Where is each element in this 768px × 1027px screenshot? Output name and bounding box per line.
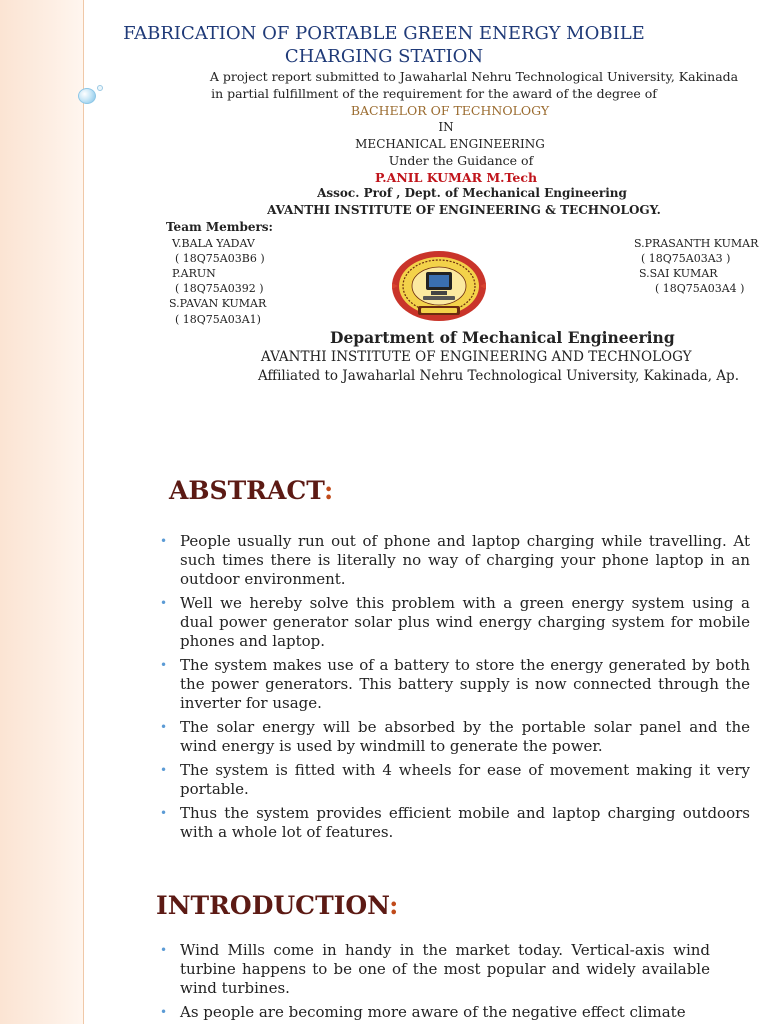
list-item xyxy=(160,656,750,713)
list-item xyxy=(160,941,710,998)
list-item xyxy=(160,804,750,842)
bullet-text: The solar energy will be absorbed by the portable solar panel and the wind energy is used by windmill to generate the power. xyxy=(180,718,750,755)
bullet-text: As people are becoming more aware of the negative effect climate xyxy=(180,1003,686,1021)
team-member-name: P.ARUN xyxy=(172,267,216,280)
abstract-heading-colon: : xyxy=(323,476,334,505)
abstract-heading-text: ABSTRACT xyxy=(169,476,324,505)
branch: MECHANICAL ENGINEERING xyxy=(355,137,545,151)
bullet-text: Well we hereby solve this problem with a green energy system using a dual power generator solar plus wind energy charging system for mobile phones and laptop. xyxy=(180,594,750,650)
degree-in: IN xyxy=(438,120,454,134)
introduction-heading-colon: : xyxy=(389,891,399,920)
degree: BACHELOR OF TECHNOLOGY xyxy=(350,103,550,118)
list-item xyxy=(160,761,750,799)
team-member-roll: ( 18Q75A03A1) xyxy=(175,313,261,326)
list-item xyxy=(160,718,750,756)
bullet-icon: • xyxy=(160,720,168,734)
team-member-roll: ( 18Q75A0392 ) xyxy=(175,282,264,295)
department-affiliation: Affiliated to Jawaharlal Nehru Technological University, Kakinada, Ap. xyxy=(258,368,739,384)
team-member-roll: ( 18Q75A03A4 ) xyxy=(655,282,745,295)
bullet-text: The system is fitted with 4 wheels for ease of movement making it very portable. xyxy=(180,761,750,798)
left-decorative-strip xyxy=(0,0,84,1024)
submission-line1: A project report submitted to Jawaharlal Nehru Technological University, Kakinada xyxy=(209,69,739,84)
department-name: Department of Mechanical Engineering xyxy=(330,328,675,347)
list-item xyxy=(160,532,750,589)
report-title-line1: FABRICATION OF PORTABLE GREEN ENERGY MOBILE xyxy=(123,23,645,44)
bullet-icon: • xyxy=(160,658,168,672)
bullet-icon: • xyxy=(160,534,168,548)
college-seal-logo xyxy=(390,250,488,322)
abstract-bullet-list xyxy=(160,532,750,847)
introduction-heading xyxy=(156,891,398,920)
team-member-name: V.BALA YADAV xyxy=(172,237,255,250)
bullet-text: The system makes use of a battery to store the energy generated by both the power generators. This battery supply is now connected through the inverter for usage. xyxy=(180,656,750,712)
guidance-label: Under the Guidance of xyxy=(388,153,534,168)
bullet-text: Wind Mills come in handy in the market today. Vertical-axis wind turbine happens to be one of the most popular and widely available wind turbines. xyxy=(180,941,710,997)
list-item xyxy=(160,1003,710,1022)
bullet-icon: • xyxy=(160,806,168,820)
team-heading: Team Members: xyxy=(166,220,273,234)
guide-title: Assoc. Prof , Dept. of Mechanical Engineering xyxy=(317,186,627,200)
bullet-text: Thus the system provides efficient mobile and laptop charging outdoors with a whole lot of features. xyxy=(180,804,750,841)
bullet-icon: • xyxy=(160,596,168,610)
abstract-heading xyxy=(169,476,333,505)
list-item xyxy=(160,594,750,651)
introduction-heading-text: INTRODUCTION xyxy=(156,891,390,920)
bullet-text: People usually run out of phone and laptop charging while travelling. At such times there is literally no way of charging your phone laptop in an outdoor environment. xyxy=(180,532,750,588)
report-title-line2: CHARGING STATION xyxy=(284,46,484,67)
department-institute: AVANTHI INSTITUTE OF ENGINEERING AND TECHNOLOGY xyxy=(261,349,692,365)
team-member-name: S.PRASANTH KUMAR xyxy=(634,237,759,250)
team-member-roll: ( 18Q75A03A3 ) xyxy=(641,252,731,265)
submission-line2: in partial fulfillment of the requirement for the award of the degree of xyxy=(211,86,657,101)
guide-name: P.ANIL KUMAR M.Tech xyxy=(374,170,538,185)
team-member-roll: ( 18Q75A03B6 ) xyxy=(175,252,265,265)
institute-line: AVANTHI INSTITUTE OF ENGINEERING & TECHNOLOGY. xyxy=(267,203,661,217)
introduction-bullet-list xyxy=(160,941,710,1027)
bullet-icon: • xyxy=(160,1005,168,1019)
team-member-name: S.PAVAN KUMAR xyxy=(169,297,267,310)
team-member-name: S.SAI KUMAR xyxy=(639,267,718,280)
bullet-icon: • xyxy=(160,763,168,777)
bullet-icon: • xyxy=(160,943,168,957)
